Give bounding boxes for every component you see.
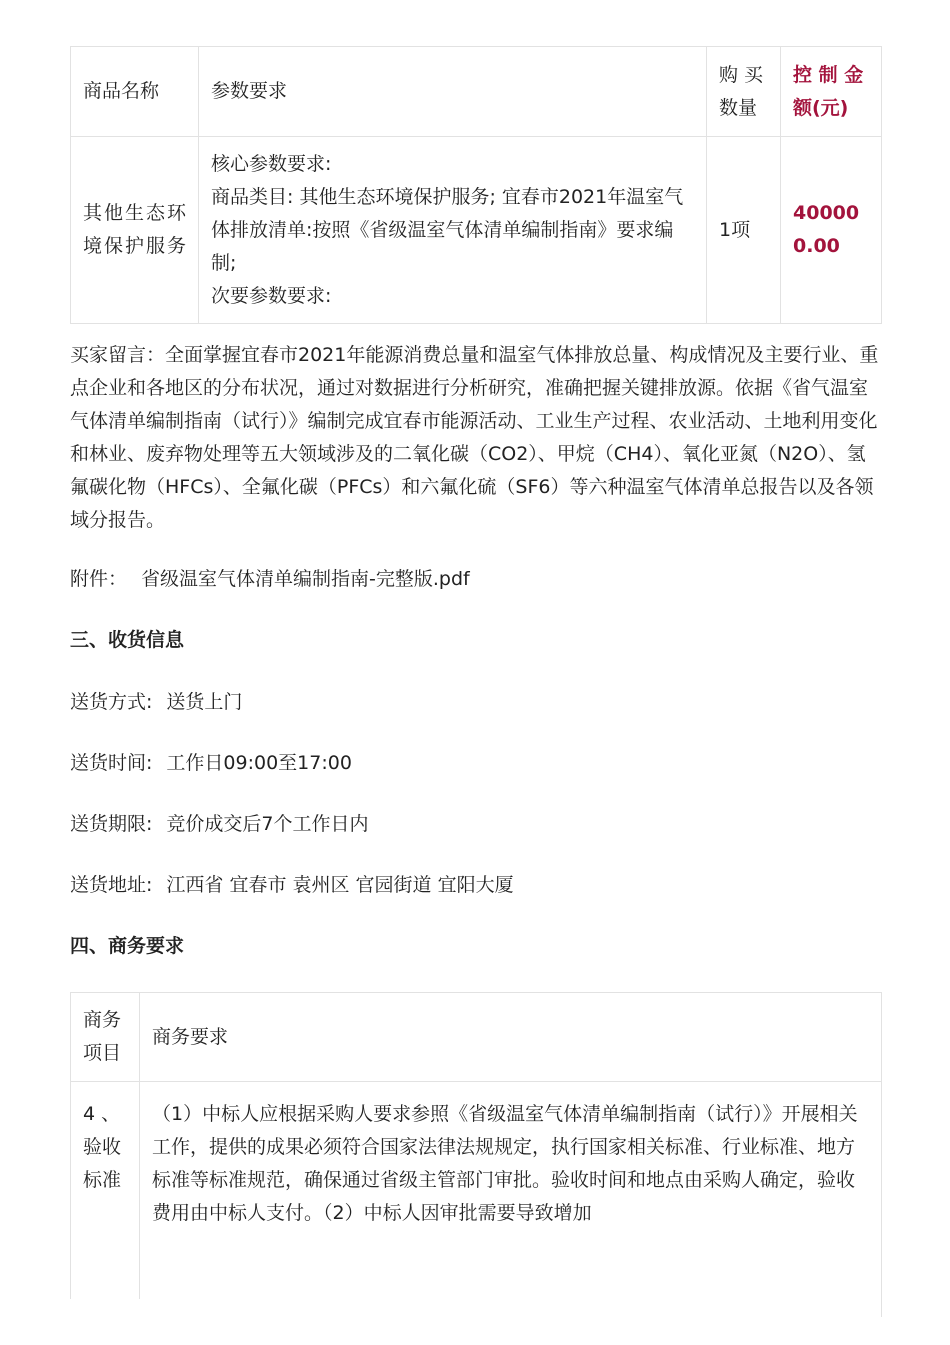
- header-business-req: 商务要求: [140, 993, 882, 1082]
- business-table-header: [71, 993, 882, 1082]
- buyer-message: 买家留言：全面掌握宜春市2021年能源消费总量和温室气体排放总量、构成情况及主要行业、重点企业和各地区的分布状况，通过对数据进行分析研究，准确把握关键排放源。依据《省气温室气体清单编制指南（试行）》编制完成宜春市能源活动、工业生产过程、农业活动、土地利用变化和林业、废弃物处理等五大领域涉及的二氧化碳（CO2）、甲烷（CH4）、氧化亚氮（N2O）、氢氟碳化物（HFCs）、全氟化碳（PFCs）和六氟化硫（SF6）等六种温室气体清单总报告以及各领域分报告。: [70, 344, 879, 531]
- header-qty: [707, 47, 781, 137]
- delivery-address: [70, 869, 881, 902]
- delivery-time-value: 工作日09:00至17:00: [166, 752, 352, 774]
- attachment-file-link[interactable]: 省级温室气体清单编制指南-完整版.pdf: [141, 568, 470, 590]
- header-amount-line1: 控 制 金: [793, 63, 864, 86]
- business-table-row: [71, 1082, 882, 1317]
- cell-amount: 400000.00: [781, 137, 882, 324]
- header-amount: [781, 47, 882, 137]
- delivery-time: [70, 747, 881, 780]
- header-qty-line1: 购 买: [719, 63, 764, 86]
- product-table-header: [71, 47, 882, 137]
- delivery-time-label: 送货时间:: [70, 752, 153, 774]
- cell-business-item-line3: 标准: [83, 1169, 122, 1191]
- cell-business-item: [71, 1082, 140, 1317]
- header-amount-line2: 额(元): [793, 96, 849, 119]
- section4-title: 四、商务要求: [70, 935, 185, 957]
- product-table-row: [71, 137, 882, 324]
- header-business-item-line1: 商务: [83, 1009, 122, 1031]
- page-bottom-gap: [70, 1299, 881, 1345]
- section3-title: 三、收货信息: [70, 629, 185, 651]
- cell-business-item-line1: 4 、: [83, 1103, 121, 1125]
- delivery-address-value: 江西省 宜春市 袁州区 官园街道 宜阳大厦: [166, 874, 514, 896]
- delivery-method-value: 送货上门: [166, 691, 243, 713]
- business-table: [70, 992, 882, 1317]
- delivery-address-label: 送货地址:: [70, 874, 153, 896]
- header-business-item: [71, 993, 140, 1082]
- params-line-category: 商品类目: 其他生态环境保护服务; 宜春市2021年温室气体排放清单:按照《省级温室气体清单编制指南》要求编制;: [211, 185, 684, 274]
- cell-params: [199, 137, 707, 324]
- cell-qty: 1项: [707, 137, 781, 324]
- cell-business-item-line2: 验收: [83, 1136, 122, 1158]
- cell-business-req: （1）中标人应根据采购人要求参照《省级温室气体清单编制指南（试行）》开展相关工作，提供的成果必须符合国家法律法规规定，执行国家相关标准、行业标准、地方标准等标准规范，确保通过省级主管部门审批。验收时间和地点由采购人确定，验收费用由中标人支付。（2）中标人因审批需要导致增加: [140, 1082, 882, 1317]
- params-line-secondary: 次要参数要求:: [211, 284, 332, 307]
- attachment-label: 附件：: [70, 568, 128, 590]
- header-product-name: 商品名称: [71, 47, 199, 137]
- delivery-deadline-value: 竞价成交后7个工作日内: [166, 813, 369, 835]
- delivery-method-label: 送货方式:: [70, 691, 153, 713]
- cell-product-name: 其他生态环境保护服务: [71, 137, 199, 324]
- delivery-deadline-label: 送货期限:: [70, 813, 153, 835]
- params-line-core: 核心参数要求:: [211, 152, 332, 175]
- header-business-item-line2: 项目: [83, 1042, 122, 1064]
- header-params: 参数要求: [199, 47, 707, 137]
- product-table: [70, 46, 882, 324]
- delivery-method: [70, 686, 881, 719]
- attachment-line: [70, 563, 881, 596]
- header-qty-line2: 数量: [719, 96, 758, 119]
- delivery-deadline: [70, 808, 881, 841]
